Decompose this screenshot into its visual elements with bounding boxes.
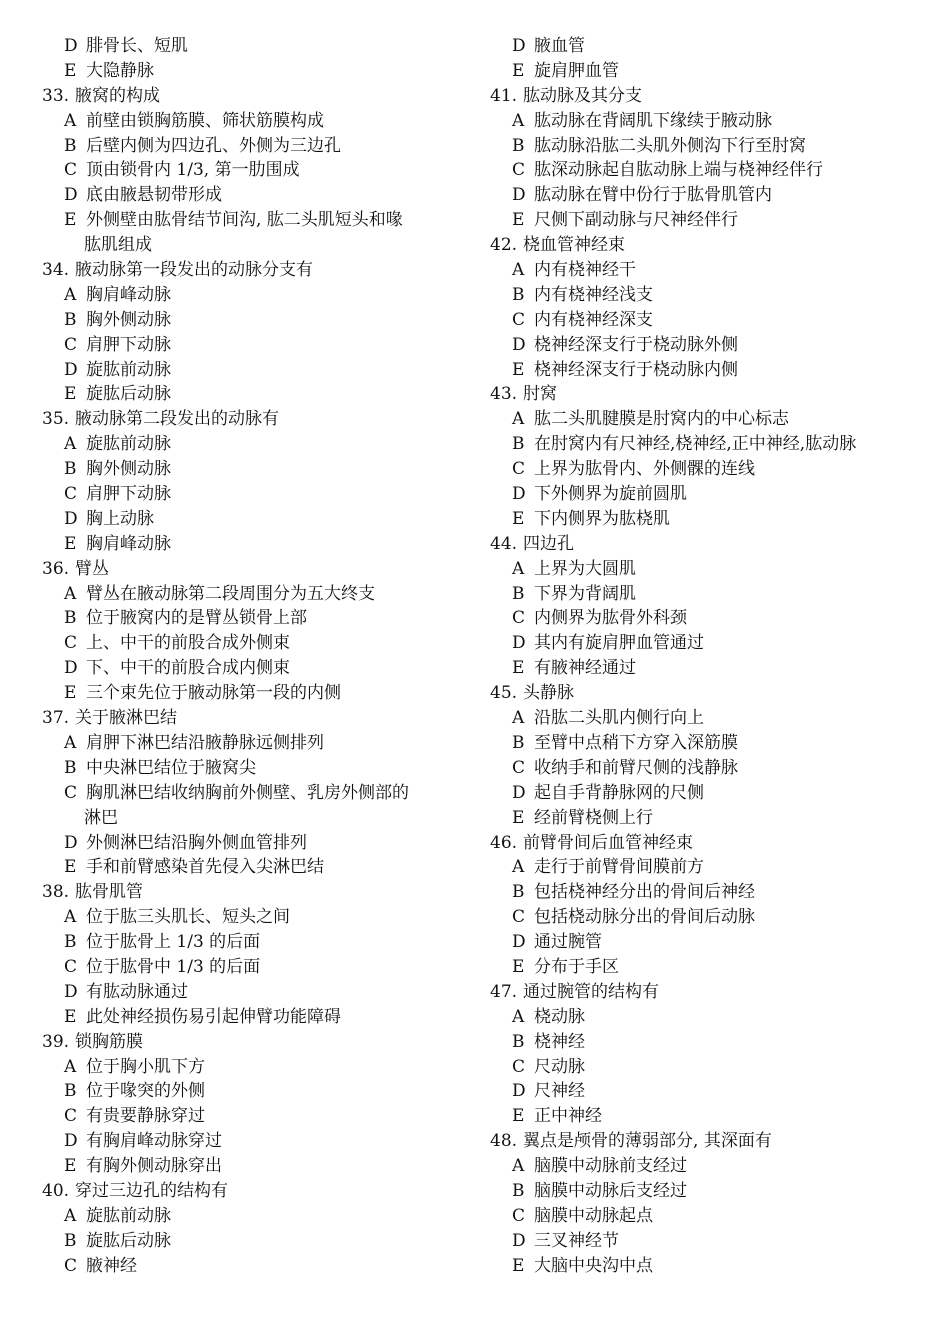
option-text: 下内侧界为肱桡肌 — [534, 508, 670, 529]
answer-option — [490, 706, 920, 731]
option-text: 位于腋窝内的是臂丛锁骨上部 — [86, 608, 307, 629]
option-letter: B — [64, 309, 77, 330]
option-text: 肱深动脉起自肱动脉上端与桡神经伴行 — [534, 160, 823, 181]
answer-option — [42, 158, 467, 183]
option-letter: A — [512, 708, 525, 729]
answer-option — [42, 308, 467, 333]
option-letter: C — [512, 1056, 526, 1077]
option-text-continued: 肱肌组成 — [84, 235, 152, 256]
option-letter: B — [64, 608, 77, 629]
answer-option — [42, 333, 467, 358]
question-number: 46. — [490, 832, 518, 853]
question-number: 41. — [490, 85, 518, 106]
option-letter: B — [512, 583, 525, 604]
option-letter: A — [512, 1006, 525, 1027]
option-text: 沿肱二头肌内侧行向上 — [534, 708, 704, 729]
question-text: 腋动脉第二段发出的动脉有 — [75, 409, 280, 430]
option-text: 走行于前臂骨间膜前方 — [534, 857, 704, 878]
answer-option — [490, 208, 920, 233]
answer-option — [490, 407, 920, 432]
answer-option — [490, 283, 920, 308]
question-text: 前臂骨间后血管神经束 — [523, 832, 694, 853]
answer-option — [490, 308, 920, 333]
option-text: 腓骨长、短肌 — [86, 36, 188, 56]
option-text: 旋肱前动脉 — [86, 434, 171, 455]
option-text: 三个束先位于腋动脉第一段的内侧 — [86, 683, 341, 704]
option-letter: D — [64, 658, 78, 679]
option-text: 下、中干的前股合成内侧束 — [86, 658, 290, 679]
answer-option — [42, 1055, 467, 1080]
option-text: 脑膜中动脉前支经过 — [534, 1156, 687, 1177]
answer-option — [490, 606, 920, 631]
question-number: 43. — [490, 384, 518, 405]
answer-option — [42, 183, 467, 208]
option-text: 此处神经损伤易引起伸臂功能障碍 — [86, 1006, 341, 1027]
option-letter: D — [512, 932, 526, 953]
option-text: 至臂中点稍下方穿入深筋膜 — [534, 732, 738, 753]
option-letter: E — [512, 210, 525, 231]
option-letter: C — [64, 1255, 78, 1276]
option-text: 桡神经深支行于桡动脉外侧 — [534, 334, 738, 355]
question-text: 四边孔 — [523, 533, 575, 554]
option-text: 顶由锁骨内 1/3, 第一肋围成 — [86, 160, 300, 181]
option-letter: C — [512, 907, 526, 928]
answer-option — [42, 781, 467, 806]
option-letter: B — [512, 135, 525, 156]
answer-option — [42, 482, 467, 507]
answer-option — [490, 1179, 920, 1204]
option-letter: D — [64, 508, 78, 529]
option-letter: E — [64, 210, 77, 231]
option-text: 上界为肱骨内、外侧髁的连线 — [534, 459, 755, 480]
question-title — [42, 407, 467, 432]
answer-option — [490, 781, 920, 806]
question-title — [490, 382, 920, 407]
question-text: 关于腋淋巴结 — [75, 708, 178, 729]
option-text: 尺侧下副动脉与尺神经伴行 — [534, 210, 738, 231]
answer-option — [42, 1005, 467, 1030]
option-text: 旋肱后动脉 — [86, 384, 171, 405]
answer-option — [490, 258, 920, 283]
answer-option — [490, 1055, 920, 1080]
question-number: 37. — [42, 708, 70, 729]
option-letter: C — [64, 956, 78, 977]
answer-option — [490, 34, 920, 59]
answer-option — [490, 631, 920, 656]
answer-option — [490, 731, 920, 756]
option-letter: D — [64, 832, 78, 853]
option-letter: C — [64, 1106, 78, 1127]
option-text: 位于肱骨中 1/3 的后面 — [86, 956, 261, 977]
option-letter: D — [64, 185, 78, 206]
answer-option — [490, 109, 920, 134]
question-title — [42, 258, 467, 283]
option-text: 腋神经 — [86, 1255, 137, 1276]
option-letter: C — [64, 782, 78, 803]
option-letter: D — [512, 185, 526, 206]
question-title — [490, 233, 920, 258]
answer-option — [490, 507, 920, 532]
left-column — [42, 34, 467, 1279]
answer-option — [42, 457, 467, 482]
option-letter: B — [64, 459, 77, 480]
option-text: 胸肩峰动脉 — [86, 284, 171, 305]
option-text: 旋肱后动脉 — [86, 1230, 171, 1251]
option-letter: D — [512, 1230, 526, 1251]
option-letter: E — [512, 359, 525, 380]
answer-option — [42, 134, 467, 159]
option-letter: D — [512, 1081, 526, 1102]
option-letter: D — [512, 782, 526, 803]
answer-option — [490, 1030, 920, 1055]
question-text: 肘窝 — [523, 384, 558, 405]
question-title — [490, 532, 920, 557]
option-letter: B — [512, 1180, 525, 1201]
option-text: 手和前臂感染首先侵入尖淋巴结 — [86, 857, 324, 878]
question-title — [490, 681, 920, 706]
option-text: 在肘窝内有尺神经,桡神经,正中神经,肱动脉 — [534, 434, 857, 455]
question-number: 35. — [42, 409, 70, 430]
question-title — [42, 880, 467, 905]
option-text: 肱动脉沿肱二头肌外侧沟下行至肘窝 — [534, 135, 806, 156]
option-letter: E — [64, 1006, 77, 1027]
answer-option — [42, 1204, 467, 1229]
option-text: 桡动脉 — [534, 1006, 585, 1027]
option-text: 胸外侧动脉 — [86, 309, 171, 330]
option-letter: A — [512, 558, 525, 579]
answer-option — [42, 1254, 467, 1279]
question-number: 40. — [42, 1180, 70, 1201]
answer-option — [490, 457, 920, 482]
answer-option — [490, 756, 920, 781]
answer-option — [490, 1104, 920, 1129]
answer-option — [490, 358, 920, 383]
option-text: 肱二头肌腱膜是肘窝内的中心标志 — [534, 409, 789, 430]
option-letter: E — [512, 956, 525, 977]
question-title — [42, 706, 467, 731]
question-text: 肱动脉及其分支 — [523, 85, 643, 106]
option-letter: E — [64, 384, 77, 405]
question-title — [42, 1179, 467, 1204]
answer-option — [42, 681, 467, 706]
answer-option — [490, 1254, 920, 1279]
option-letter: B — [64, 135, 77, 156]
question-number: 44. — [490, 533, 518, 554]
option-letter: A — [512, 1156, 525, 1177]
answer-option — [490, 1204, 920, 1229]
option-letter: B — [512, 732, 525, 753]
answer-option — [42, 283, 467, 308]
option-text: 三叉神经节 — [534, 1230, 619, 1251]
question-text: 头静脉 — [523, 683, 575, 704]
question-title — [42, 557, 467, 582]
answer-option — [42, 756, 467, 781]
option-text: 内有桡神经深支 — [534, 309, 653, 330]
option-letter: C — [512, 608, 526, 629]
option-letter: D — [512, 484, 526, 505]
question-title — [490, 84, 920, 109]
answer-option — [42, 1104, 467, 1129]
answer-option — [42, 34, 467, 59]
question-number: 45. — [490, 683, 518, 704]
option-text: 下外侧界为旋前圆肌 — [534, 484, 687, 505]
question-title — [490, 980, 920, 1005]
question-number: 33. — [42, 85, 70, 106]
option-text: 外侧淋巴结沿胸外侧血管排列 — [86, 832, 307, 853]
answer-option — [490, 806, 920, 831]
option-text: 肱动脉在臂中份行于肱骨肌管内 — [534, 185, 772, 206]
option-text: 其内有旋肩胛血管通过 — [534, 633, 704, 654]
option-text: 臂丛在腋动脉第二段周围分为五大终支 — [86, 583, 375, 604]
answer-option — [42, 1129, 467, 1154]
question-number: 47. — [490, 981, 518, 1002]
option-letter: E — [64, 857, 77, 878]
option-letter: B — [64, 932, 77, 953]
option-text: 大隐静脉 — [86, 60, 154, 81]
answer-option — [490, 880, 920, 905]
answer-option — [42, 59, 467, 84]
option-letter: A — [64, 732, 77, 753]
option-text: 尺动脉 — [534, 1056, 585, 1077]
option-text: 旋肩胛血管 — [534, 60, 619, 81]
answer-option — [42, 955, 467, 980]
question-text: 肱骨肌管 — [75, 882, 144, 903]
question-number: 36. — [42, 558, 70, 579]
option-text: 胸上动脉 — [86, 508, 154, 529]
option-text: 下界为背阔肌 — [534, 583, 636, 604]
question-title — [490, 1129, 920, 1154]
question-text: 桡血管神经束 — [523, 235, 626, 256]
option-text: 胸外侧动脉 — [86, 459, 171, 480]
option-letter: A — [64, 284, 77, 305]
option-letter: A — [64, 1205, 77, 1226]
answer-option — [42, 606, 467, 631]
answer-option — [42, 507, 467, 532]
answer-option — [490, 59, 920, 84]
question-text: 腋窝的构成 — [75, 85, 161, 106]
option-letter: E — [64, 1156, 77, 1177]
option-text: 上、中干的前股合成外侧束 — [86, 633, 290, 654]
option-text: 胸肌淋巴结收纳胸前外侧壁、乳房外侧部的 — [86, 782, 409, 803]
option-letter: D — [64, 981, 78, 1002]
option-letter: C — [64, 633, 78, 654]
question-text: 臂丛 — [75, 558, 110, 579]
option-text: 经前臂桡侧上行 — [534, 807, 653, 828]
option-text: 脑膜中动脉后支经过 — [534, 1180, 687, 1201]
option-text: 尺神经 — [534, 1081, 585, 1102]
option-letter: D — [64, 359, 78, 380]
option-letter: D — [512, 36, 526, 56]
option-letter: A — [64, 110, 77, 131]
option-letter: E — [512, 807, 525, 828]
option-text: 包括桡神经分出的骨间后神经 — [534, 882, 755, 903]
answer-option — [490, 1005, 920, 1030]
option-letter: E — [64, 683, 77, 704]
option-text: 有腋神经通过 — [534, 658, 636, 679]
option-text: 桡神经 — [534, 1031, 585, 1052]
answer-option — [490, 930, 920, 955]
option-text: 收纳手和前臂尺侧的浅静脉 — [534, 757, 738, 778]
answer-option — [42, 631, 467, 656]
option-letter: B — [512, 882, 525, 903]
option-letter: B — [64, 757, 77, 778]
answer-option — [42, 731, 467, 756]
answer-option — [42, 855, 467, 880]
answer-option — [42, 208, 467, 233]
answer-option — [42, 532, 467, 557]
answer-option — [490, 1229, 920, 1254]
question-title — [42, 1030, 467, 1055]
option-text: 中央淋巴结位于腋窝尖 — [86, 757, 256, 778]
answer-option — [490, 482, 920, 507]
option-text: 分布于手区 — [534, 956, 619, 977]
question-number: 42. — [490, 235, 518, 256]
option-letter: C — [512, 309, 526, 330]
option-text: 肱动脉在背阔肌下缘续于腋动脉 — [534, 110, 772, 131]
answer-option — [490, 582, 920, 607]
option-text: 有胸肩峰动脉穿过 — [86, 1131, 222, 1152]
option-letter: A — [512, 110, 525, 131]
option-letter: C — [512, 459, 526, 480]
option-letter: E — [64, 533, 77, 554]
question-title — [42, 84, 467, 109]
question-text: 翼点是颅骨的薄弱部分, 其深面有 — [523, 1131, 772, 1152]
option-text: 内侧界为肱骨外科颈 — [534, 608, 687, 629]
option-letter: C — [64, 484, 78, 505]
option-text: 肩胛下淋巴结沿腋静脉远侧排列 — [86, 732, 324, 753]
answer-option — [490, 656, 920, 681]
option-letter: B — [512, 434, 525, 455]
answer-option — [42, 656, 467, 681]
option-letter: D — [512, 633, 526, 654]
option-letter: A — [64, 434, 77, 455]
option-letter: B — [64, 1081, 77, 1102]
option-text: 旋肱前动脉 — [86, 359, 171, 380]
option-text: 胸肩峰动脉 — [86, 533, 171, 554]
option-text: 肩胛下动脉 — [86, 484, 171, 505]
option-text: 桡神经深支行于桡动脉内侧 — [534, 359, 738, 380]
option-text: 上界为大圆肌 — [534, 558, 636, 579]
answer-option — [42, 1154, 467, 1179]
option-letter: D — [64, 1131, 78, 1152]
question-text: 通过腕管的结构有 — [523, 981, 660, 1002]
option-text: 起自手背静脉网的尺侧 — [534, 782, 704, 803]
answer-option — [42, 432, 467, 457]
option-letter: B — [64, 1230, 77, 1251]
answer-option — [42, 905, 467, 930]
option-text: 正中神经 — [534, 1106, 602, 1127]
option-text: 有肱动脉通过 — [86, 981, 188, 1002]
answer-option — [42, 382, 467, 407]
option-text: 有贵要静脉穿过 — [86, 1106, 205, 1127]
option-text: 位于胸小肌下方 — [86, 1056, 205, 1077]
answer-option — [42, 109, 467, 134]
answer-option — [42, 831, 467, 856]
option-letter: E — [512, 1255, 525, 1276]
option-letter: C — [512, 160, 526, 181]
answer-option — [42, 980, 467, 1005]
option-letter: C — [512, 757, 526, 778]
option-letter: A — [64, 583, 77, 604]
option-text: 肩胛下动脉 — [86, 334, 171, 355]
option-letter: C — [64, 334, 78, 355]
answer-option — [42, 582, 467, 607]
answer-option — [42, 1079, 467, 1104]
option-letter: A — [512, 857, 525, 878]
option-text: 腋血管 — [534, 36, 585, 56]
answer-option — [490, 1154, 920, 1179]
question-number: 34. — [42, 260, 70, 281]
answer-option — [490, 1079, 920, 1104]
option-letter: B — [512, 1031, 525, 1052]
option-text: 内有桡神经干 — [534, 260, 636, 281]
option-letter: A — [64, 1056, 77, 1077]
option-letter: E — [512, 508, 525, 529]
option-text: 位于肱骨上 1/3 的后面 — [86, 932, 261, 953]
option-letter: A — [64, 907, 77, 928]
question-title — [490, 831, 920, 856]
answer-option — [490, 183, 920, 208]
option-letter: D — [64, 36, 78, 56]
question-number: 48. — [490, 1131, 518, 1152]
question-number: 39. — [42, 1031, 70, 1052]
answer-option — [490, 557, 920, 582]
option-letter: C — [64, 160, 78, 181]
option-text: 外侧壁由肱骨结节间沟, 肱二头肌短头和喙 — [86, 210, 403, 231]
answer-option — [490, 134, 920, 159]
option-text: 后壁内侧为四边孔、外侧为三边孔 — [86, 135, 341, 156]
question-text: 穿过三边孔的结构有 — [75, 1180, 229, 1201]
option-text: 位于肱三头肌长、短头之间 — [86, 907, 290, 928]
question-text: 锁胸筋膜 — [75, 1031, 144, 1052]
option-letter: A — [512, 409, 525, 430]
option-text-continued: 淋巴 — [84, 807, 118, 828]
option-letter: E — [512, 1106, 525, 1127]
option-text: 有胸外侧动脉穿出 — [86, 1156, 222, 1177]
option-letter: D — [512, 334, 526, 355]
answer-option — [42, 930, 467, 955]
answer-option — [490, 432, 920, 457]
question-text: 腋动脉第一段发出的动脉分支有 — [75, 260, 314, 281]
right-column — [490, 34, 920, 1279]
option-text: 通过腕管 — [534, 932, 602, 953]
answer-option — [490, 855, 920, 880]
option-text: 脑膜中动脉起点 — [534, 1205, 653, 1226]
answer-option — [42, 358, 467, 383]
option-text: 包括桡动脉分出的骨间后动脉 — [534, 907, 755, 928]
option-letter: E — [512, 60, 525, 81]
answer-option — [490, 905, 920, 930]
option-letter: B — [512, 284, 525, 305]
option-text: 内有桡神经浅支 — [534, 284, 653, 305]
option-text: 前壁由锁胸筋膜、筛状筋膜构成 — [86, 110, 324, 131]
option-text: 大脑中央沟中点 — [534, 1255, 653, 1276]
option-letter: E — [64, 60, 77, 81]
option-text: 位于喙突的外侧 — [86, 1081, 205, 1102]
answer-option — [42, 1229, 467, 1254]
answer-option — [490, 158, 920, 183]
option-text: 旋肱前动脉 — [86, 1205, 171, 1226]
answer-option — [490, 955, 920, 980]
option-text: 底由腋悬韧带形成 — [86, 185, 222, 206]
option-letter: A — [512, 260, 525, 281]
answer-option — [490, 333, 920, 358]
option-letter: E — [512, 658, 525, 679]
question-number: 38. — [42, 882, 70, 903]
option-letter: C — [512, 1205, 526, 1226]
